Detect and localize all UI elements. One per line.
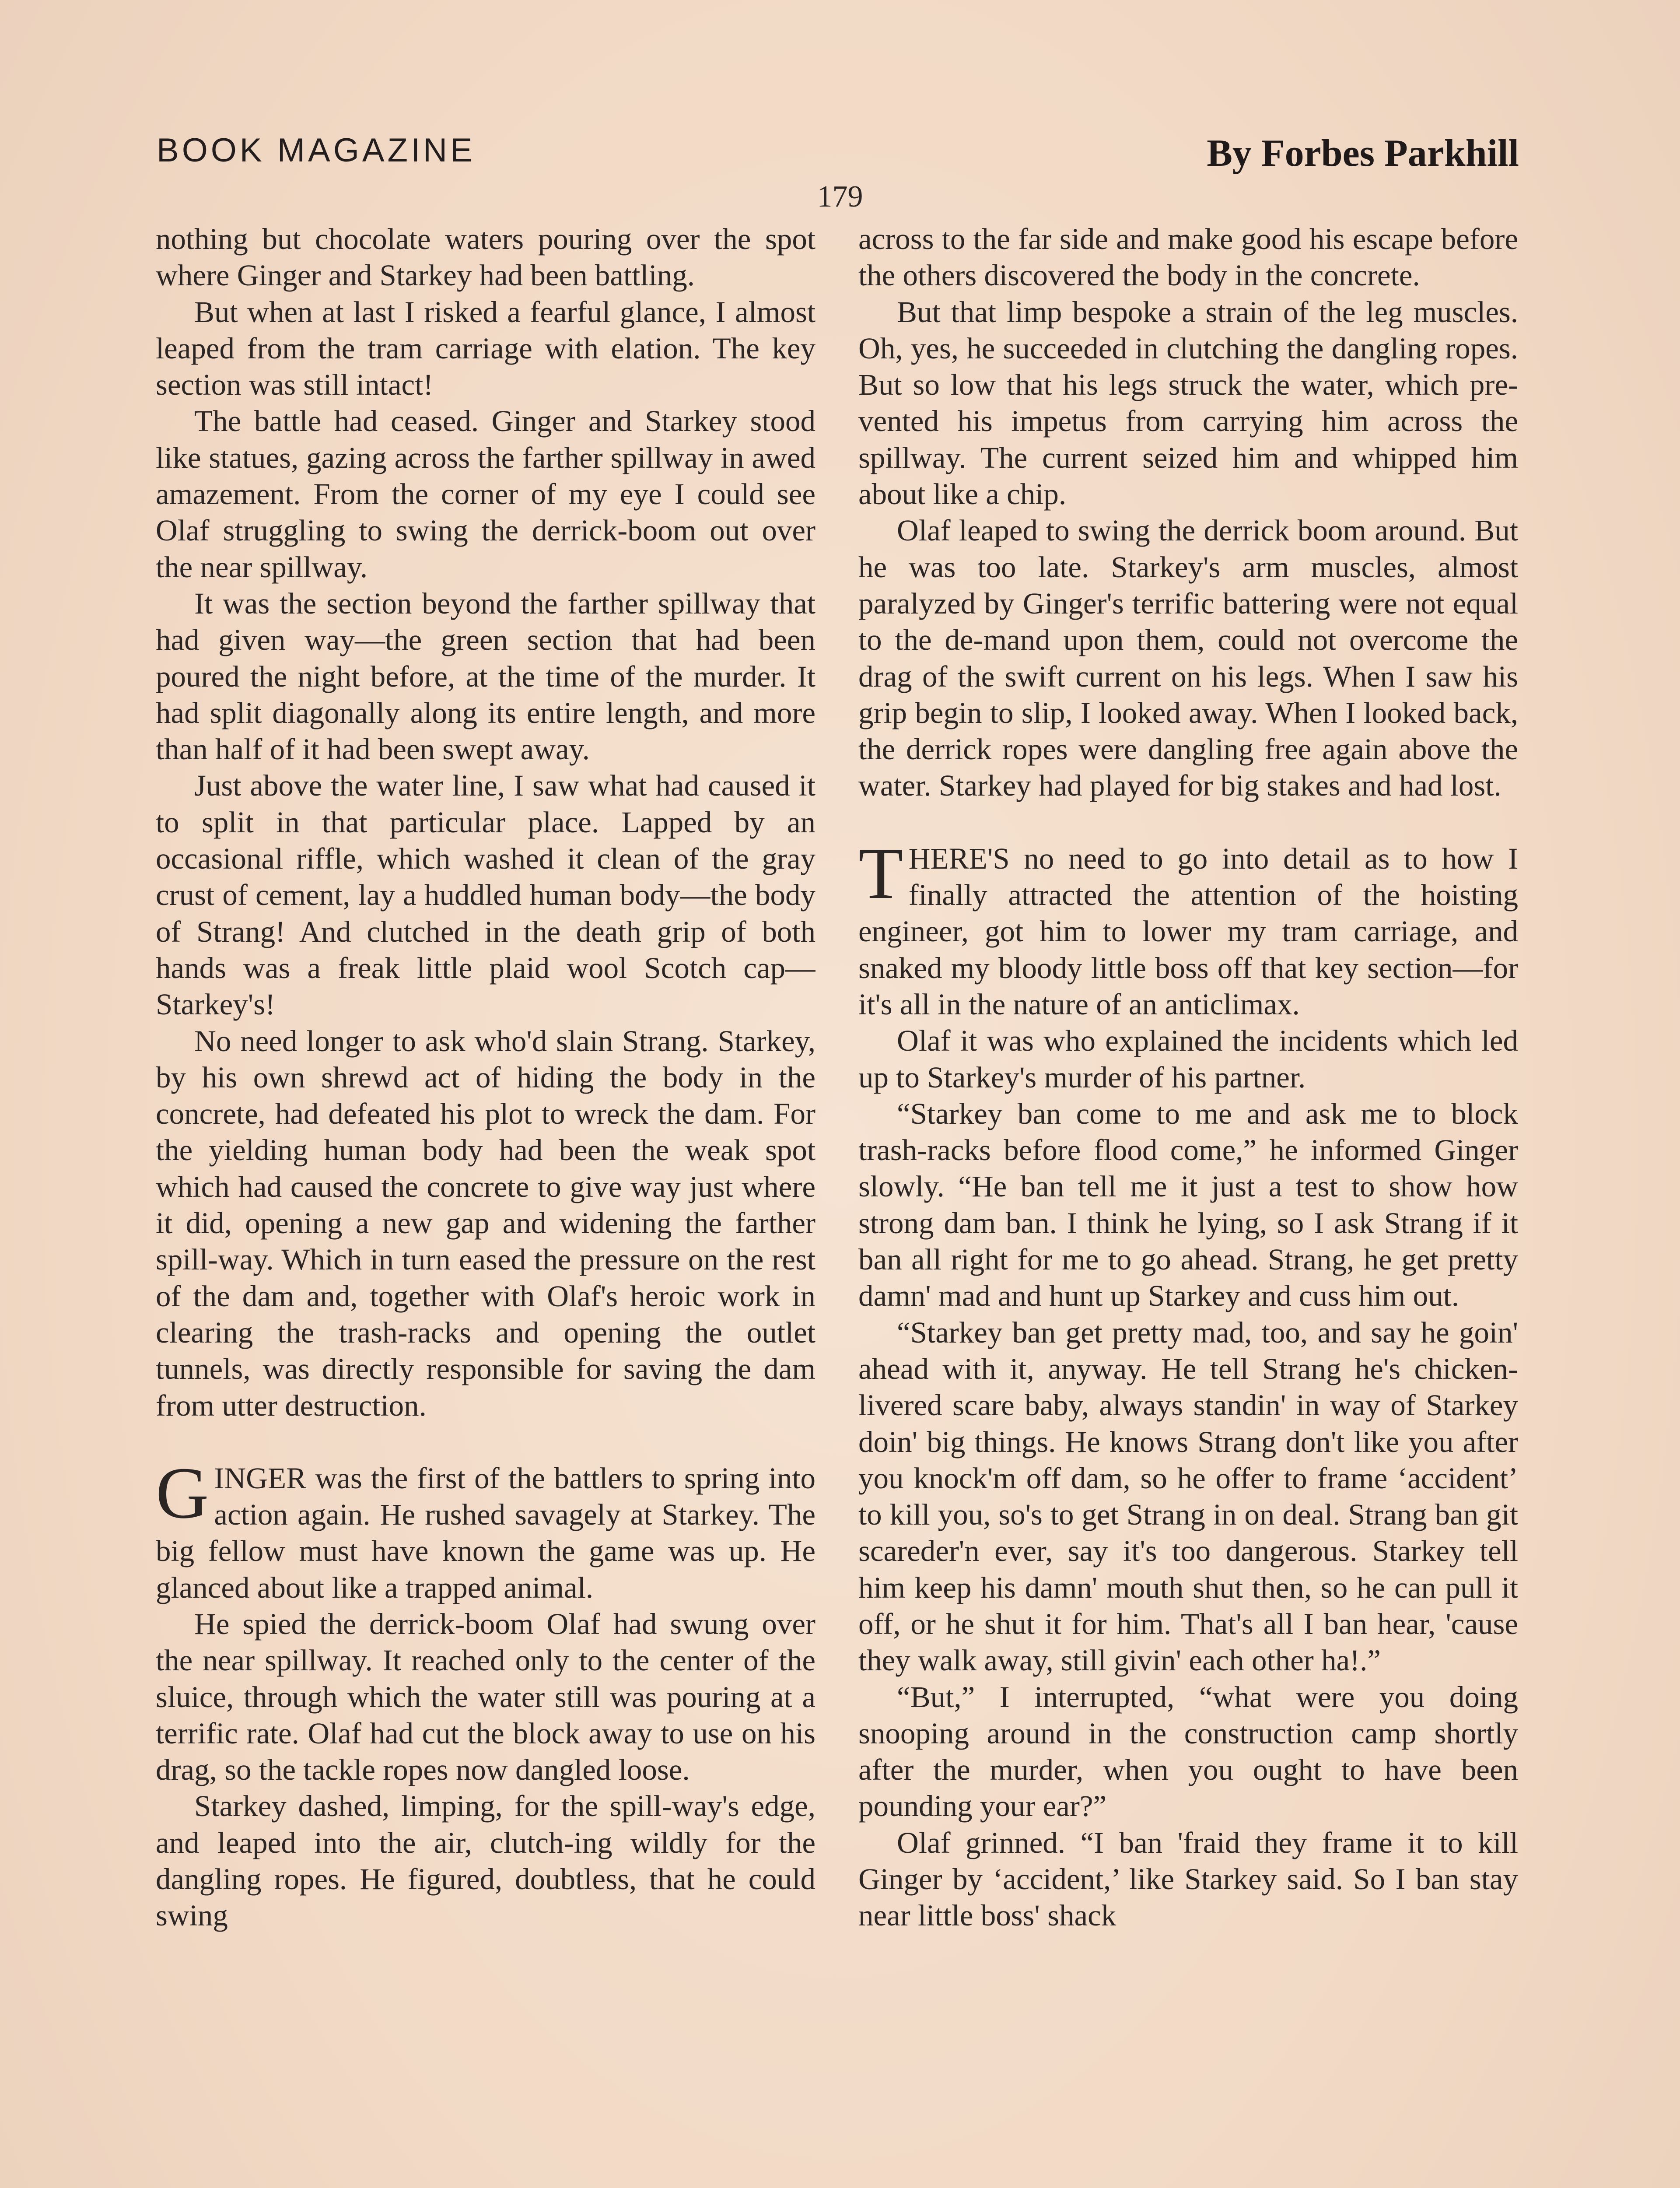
drop-cap: T: [858, 832, 903, 914]
page-number: 179: [817, 180, 863, 214]
right-text-column: [858, 221, 1518, 2188]
paragraph: But when at last I risked a fearful glance, I almost leaped from the tram carriage with elation. The key section was still intact!: [156, 295, 816, 402]
paragraph: across to the far side and make good his escape before the others discovered the body in the concrete.: [858, 222, 1518, 292]
paragraph: The battle had ceased. Ginger and Starkey stood like statues, gazing across the farther spillway in awed amazement. From the corner of my eye I could see Olaf struggling to swing the derrick-boom out over the near spillway.: [156, 404, 816, 584]
paragraph: Olaf grinned. “I ban 'fraid they frame it to kill Ginger by ‘accident,’ like Starkey said. So I ban stay near little boss' shack: [858, 1826, 1518, 1932]
paragraph: He spied the derrick-boom Olaf had swung over the near spillway. It reached only to the center of the sluice, through which the water still was pouring at a terrific rate. Olaf had cut the block away to use on his drag, so the tackle ropes now dangled loose.: [156, 1607, 816, 1787]
paragraph: Just above the water line, I saw what had caused it to split in that particular place. Lapped by an occasional riffle, which washed it clean of the gray crust of cement, lay a huddled human body—the body of Strang! And clutched in the death grip of both hands was a freak little plaid wool Scotch cap—Starkey's!: [156, 769, 816, 1021]
author-byline: By Forbes Parkhill: [1207, 132, 1519, 175]
section-opening-paragraph: [156, 1452, 816, 1606]
paragraph: “Starkey ban come to me and ask me to block trash-racks before flood come,” he informed Ginger slowly. “He ban tell me it just a test to show how strong dam ban. I think he lying, so I ask Strang if it ban all right for me to go ahead. Strang, he get pretty damn' mad and hunt up Starkey and cuss him out.: [858, 1097, 1518, 1313]
paragraph: Olaf it was who explained the incidents which led up to Starkey's murder of his partner.: [858, 1024, 1518, 1094]
paragraph: nothing but chocolate waters pouring over the spot where Ginger and Starkey had been battling.: [156, 222, 816, 292]
paragraph: Olaf leaped to swing the derrick boom around. But he was too late. Starkey's arm muscles, almost paralyzed by Ginger's terrific battering were not equal to the de-mand upon them, could not overcome the drag of the swift current on his legs. When I saw his grip begin to slip, I looked away. When I looked back, the derrick ropes were dangling free again above the water. Starkey had played for big stakes and had lost.: [858, 514, 1518, 803]
paragraph: Starkey dashed, limping, for the spill-way's edge, and leaped into the air, clutch-ing wildly for the dangling ropes. He figured, doubtless, that he could swing: [156, 1789, 816, 1932]
paragraph-text: INGER was the first of the battlers to spring into action again. He rushed savagely at Starkey. The big fellow must have known the game was up. He glanced about like a trapped animal.: [156, 1461, 816, 1604]
paragraph: No need longer to ask who'd slain Strang. Starkey, by his own shrewd act of hiding the body in the concrete, had defeated his plot to wreck the dam. For the yielding human body had been the weak spot which had caused the concrete to give way just where it did, opening a new gap and widening the farther spill-way. Which in turn eased the pressure on the rest of the dam and, together with Olaf's heroic work in clearing the trash-racks and opening the outlet tunnels, was directly responsible for saving the dam from utter destruction.: [156, 1024, 816, 1422]
paragraph: “Starkey ban get pretty mad, too, and say he goin' ahead with it, anyway. He tell Strang he's chicken-livered scare baby, always standin' in way of Starkey doin' big things. He knows Strang don't like you after you knock'm off dam, so he offer to frame ‘accident’ to kill you, so's to get Strang in on deal. Strang ban git scareder'n ever, say it's too dangerous. Starkey tell him keep his damn' mouth shut then, so he can pull it off, or he shut it for him. That's all I ban hear, 'cause they walk away, still givin' each other ha!.”: [858, 1315, 1518, 1677]
paragraph: But that limp bespoke a strain of the leg muscles. Oh, yes, he succeeded in clutching the dangling ropes. But so low that his legs struck the water, which pre-vented his impetus from carrying him across the spillway. The current seized him and whipped him about like a chip.: [858, 295, 1518, 511]
paragraph-text: HERE'S no need to go into detail as to how I finally attracted the attention of the hoisting engineer, got him to lower my tram carriage, and snaked my bloody little boss off that key section—for it's all in the nature of an anticlimax.: [858, 842, 1518, 1021]
left-text-column: [156, 221, 816, 2188]
drop-cap: G: [156, 1452, 209, 1534]
paragraph: It was the section beyond the farther spillway that had given way—the green section that had been poured the night before, at the time of the murder. It had split diagonally along its entire length, and more than half of it had been swept away.: [156, 586, 816, 766]
paragraph: “But,” I interrupted, “what were you doing snooping around in the construction camp shortly after the murder, when you ought to have been pounding your ear?”: [858, 1680, 1518, 1823]
magazine-title: BOOK MAGAZINE: [157, 132, 476, 169]
section-opening-paragraph: [858, 832, 1518, 1023]
